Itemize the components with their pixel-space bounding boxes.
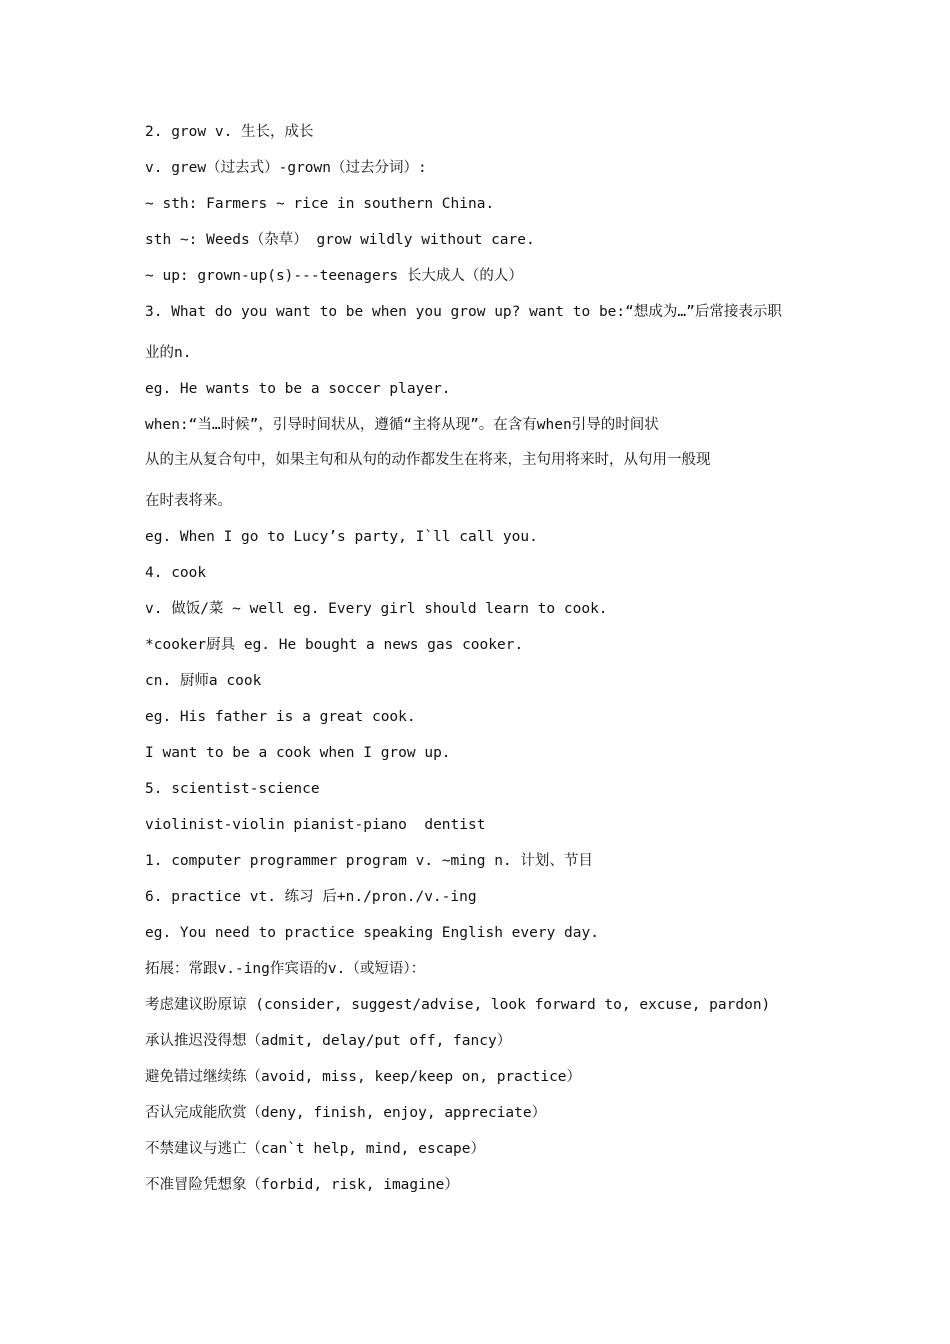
text-line: violinist-violin pianist-piano dentist: [145, 817, 486, 833]
text-line: 考虑建议盼原谅 (consider, suggest/advise, look forward to, excuse, pardon): [145, 997, 771, 1013]
text-line: 不禁建议与逃亡（can`t help, mind, escape）: [145, 1141, 486, 1157]
text-line: 承认推迟没得想（admit, delay/put off, fancy）: [145, 1033, 512, 1049]
text-line: v. 做饭/菜 ~ well eg. Every girl should learn to cook.: [145, 601, 608, 617]
text-line: 6. practice vt. 练习 后+n./pron./v.-ing: [145, 889, 477, 905]
text-line: ~ sth: Farmers ~ rice in southern China.: [145, 196, 495, 212]
text-line: 业的n.: [145, 345, 192, 361]
text-line: 在时表将来。: [145, 493, 232, 509]
document-body: [145, 122, 815, 1211]
text-line: 3. What do you want to be when you grow up? want to be:“想成为…”后常接表示职: [145, 304, 782, 320]
text-line: ~ up: grown-up(s)---teenagers 长大成人（的人）: [145, 268, 523, 284]
text-line: cn. 厨师a cook: [145, 673, 262, 689]
text-line: eg. When I go to Lucy’s party, I`ll call you.: [145, 529, 538, 545]
text-line: sth ~: Weeds（杂草） grow wildly without care.: [145, 232, 535, 248]
text-line: 4. cook: [145, 565, 207, 581]
text-line: 从的主从复合句中，如果主句和从句的动作都发生在将来，主句用将来时，从句用一般现: [145, 452, 711, 468]
text-line: I want to be a cook when I grow up.: [145, 745, 451, 761]
text-line: eg. He wants to be a soccer player.: [145, 381, 451, 397]
text-line: 避免错过继续练（avoid, miss, keep/keep on, practice）: [145, 1069, 582, 1085]
text-line: 5. scientist-science: [145, 781, 320, 797]
text-line: eg. You need to practice speaking English every day.: [145, 925, 599, 941]
text-line: *cooker厨具 eg. He bought a news gas cooker.: [145, 637, 524, 653]
text-line: eg. His father is a great cook.: [145, 709, 416, 725]
text-line: 拓展：常跟v.-ing作宾语的v.（或短语）：: [145, 961, 426, 977]
text-line: 不准冒险凭想象（forbid, risk, imagine）: [145, 1177, 459, 1193]
text-line: 否认完成能欣赏（deny, finish, enjoy, appreciate）: [145, 1105, 547, 1121]
text-line: when:“当…时候”，引导时间状从，遵循“主将从现”。在含有when引导的时间状: [145, 417, 659, 433]
text-line: 1. computer programmer program v. ~ming n. 计划、节目: [145, 853, 593, 869]
text-line: v. grew（过去式）-grown（过去分词）:: [145, 160, 427, 176]
text-line: 2. grow v. 生长，成长: [145, 124, 314, 140]
